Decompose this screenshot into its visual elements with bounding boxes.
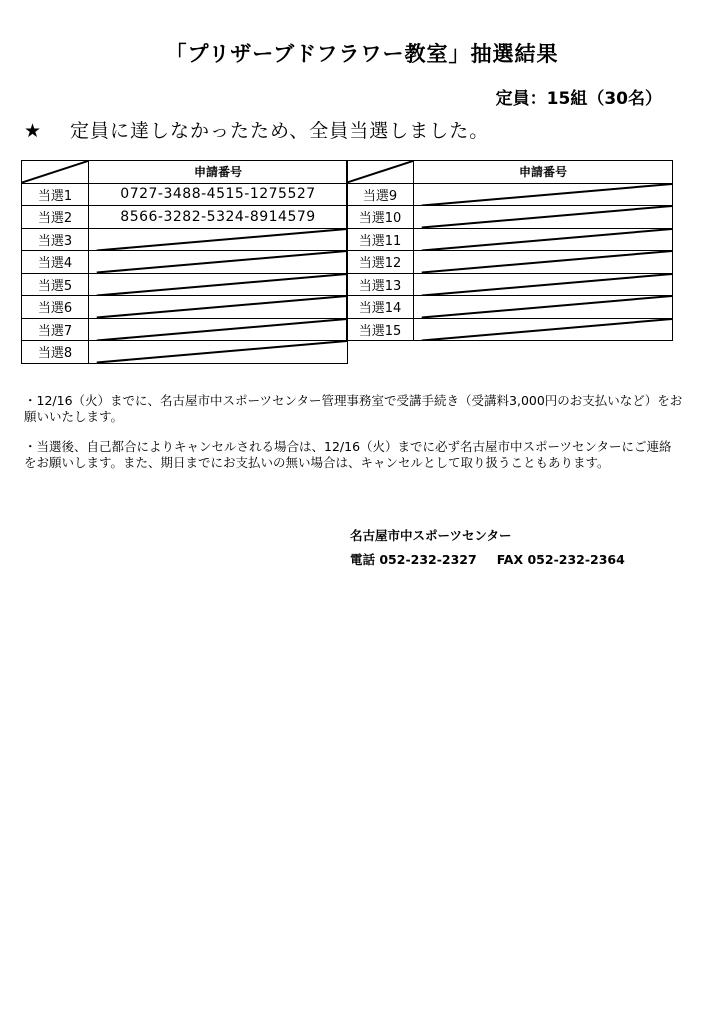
winner-label: 当選8 — [22, 341, 89, 364]
application-number-cell — [414, 318, 673, 341]
winner-label: 当選12 — [347, 251, 414, 274]
winner-label: 当選5 — [22, 273, 89, 296]
application-number-cell — [89, 296, 348, 319]
notice-line — [24, 116, 489, 143]
note-cancellation: ・当選後、自己都合によりキャンセルされる場合は、12/16（火）までに必ず名古屋市中スポーツセンターにご連絡をお願いします。また、期日までにお支払いの無い場合は、キャンセルとして取り扱うこともあります。 — [24, 439, 672, 470]
diagonal-slash-icon — [89, 274, 347, 296]
header-application-number: 申請番号 — [89, 161, 348, 184]
diagonal-slash-icon — [414, 229, 672, 251]
winner-label: 当選10 — [347, 206, 414, 229]
results-table-right — [346, 160, 673, 341]
application-number-cell — [414, 228, 673, 251]
diagonal-slash-icon — [347, 161, 413, 183]
winner-label: 当選11 — [347, 228, 414, 251]
note-payment: ・12/16（火）までに、名古屋市中スポーツセンター管理事務室で受講手続き（受講料3,000円のお支払いなど）をお願いいたします。 — [24, 393, 683, 424]
winner-label: 当選7 — [22, 318, 89, 341]
phone-number: 電話 052-232-2327 — [350, 552, 477, 567]
table-row — [347, 318, 673, 341]
table-row — [22, 273, 348, 296]
winner-label: 当選15 — [347, 318, 414, 341]
winner-label: 当選14 — [347, 296, 414, 319]
application-number-cell — [89, 228, 348, 251]
diagonal-slash-icon — [89, 229, 347, 251]
star-icon: ★ — [24, 120, 43, 142]
fax-number: FAX 052-232-2364 — [496, 552, 625, 567]
table-row — [347, 296, 673, 319]
contact-numbers — [350, 548, 625, 572]
page-title: 「プリザーブドフラワー教室」抽選結果 — [165, 42, 559, 66]
winner-label: 当選6 — [22, 296, 89, 319]
table-row — [22, 206, 348, 229]
organization-name: 名古屋市中スポーツセンター — [350, 528, 512, 543]
diagonal-slash-icon — [89, 251, 347, 273]
diagonal-slash-icon — [414, 274, 672, 296]
table-header-row — [347, 161, 673, 184]
application-number-cell — [89, 341, 348, 364]
table-row — [22, 251, 348, 274]
application-number-cell: 8566-3282-5324-8914579 — [89, 206, 348, 229]
results-table-left — [21, 160, 348, 364]
table-row — [347, 206, 673, 229]
diagonal-slash-icon — [414, 296, 672, 318]
winner-label: 当選4 — [22, 251, 89, 274]
application-number-cell: 0727-3488-4515-1275527 — [89, 183, 348, 206]
winner-label: 当選13 — [347, 273, 414, 296]
notice-text: 定員に達しなかったため、全員当選しました。 — [70, 120, 490, 142]
contact-block — [350, 524, 625, 572]
application-number-cell — [89, 318, 348, 341]
table-row — [22, 183, 348, 206]
application-number-cell — [89, 251, 348, 274]
diagonal-slash-icon — [89, 341, 347, 363]
winner-label: 当選3 — [22, 228, 89, 251]
diagonal-slash-icon — [22, 161, 88, 183]
header-application-number: 申請番号 — [414, 161, 673, 184]
table-row — [22, 296, 348, 319]
diagonal-slash-icon — [414, 319, 672, 341]
winner-label: 当選2 — [22, 206, 89, 229]
header-corner-cell — [347, 161, 414, 184]
diagonal-slash-icon — [414, 251, 672, 273]
application-number-cell — [89, 273, 348, 296]
diagonal-slash-icon — [414, 184, 672, 206]
notes-section — [24, 393, 684, 485]
table-row — [22, 341, 348, 364]
application-number-cell — [414, 273, 673, 296]
application-number-cell — [414, 251, 673, 274]
application-number-cell — [414, 206, 673, 229]
diagonal-slash-icon — [414, 206, 672, 228]
table-row — [22, 228, 348, 251]
table-row — [22, 318, 348, 341]
application-number-cell — [414, 183, 673, 206]
table-row — [347, 273, 673, 296]
application-number-cell — [414, 296, 673, 319]
capacity-label: 定員：15組（30名） — [495, 89, 662, 109]
table-row — [347, 251, 673, 274]
diagonal-slash-icon — [89, 319, 347, 341]
winner-label: 当選1 — [22, 183, 89, 206]
header-corner-cell — [22, 161, 89, 184]
table-header-row — [22, 161, 348, 184]
table-row — [347, 228, 673, 251]
table-row — [347, 183, 673, 206]
winner-label: 当選9 — [347, 183, 414, 206]
diagonal-slash-icon — [89, 296, 347, 318]
